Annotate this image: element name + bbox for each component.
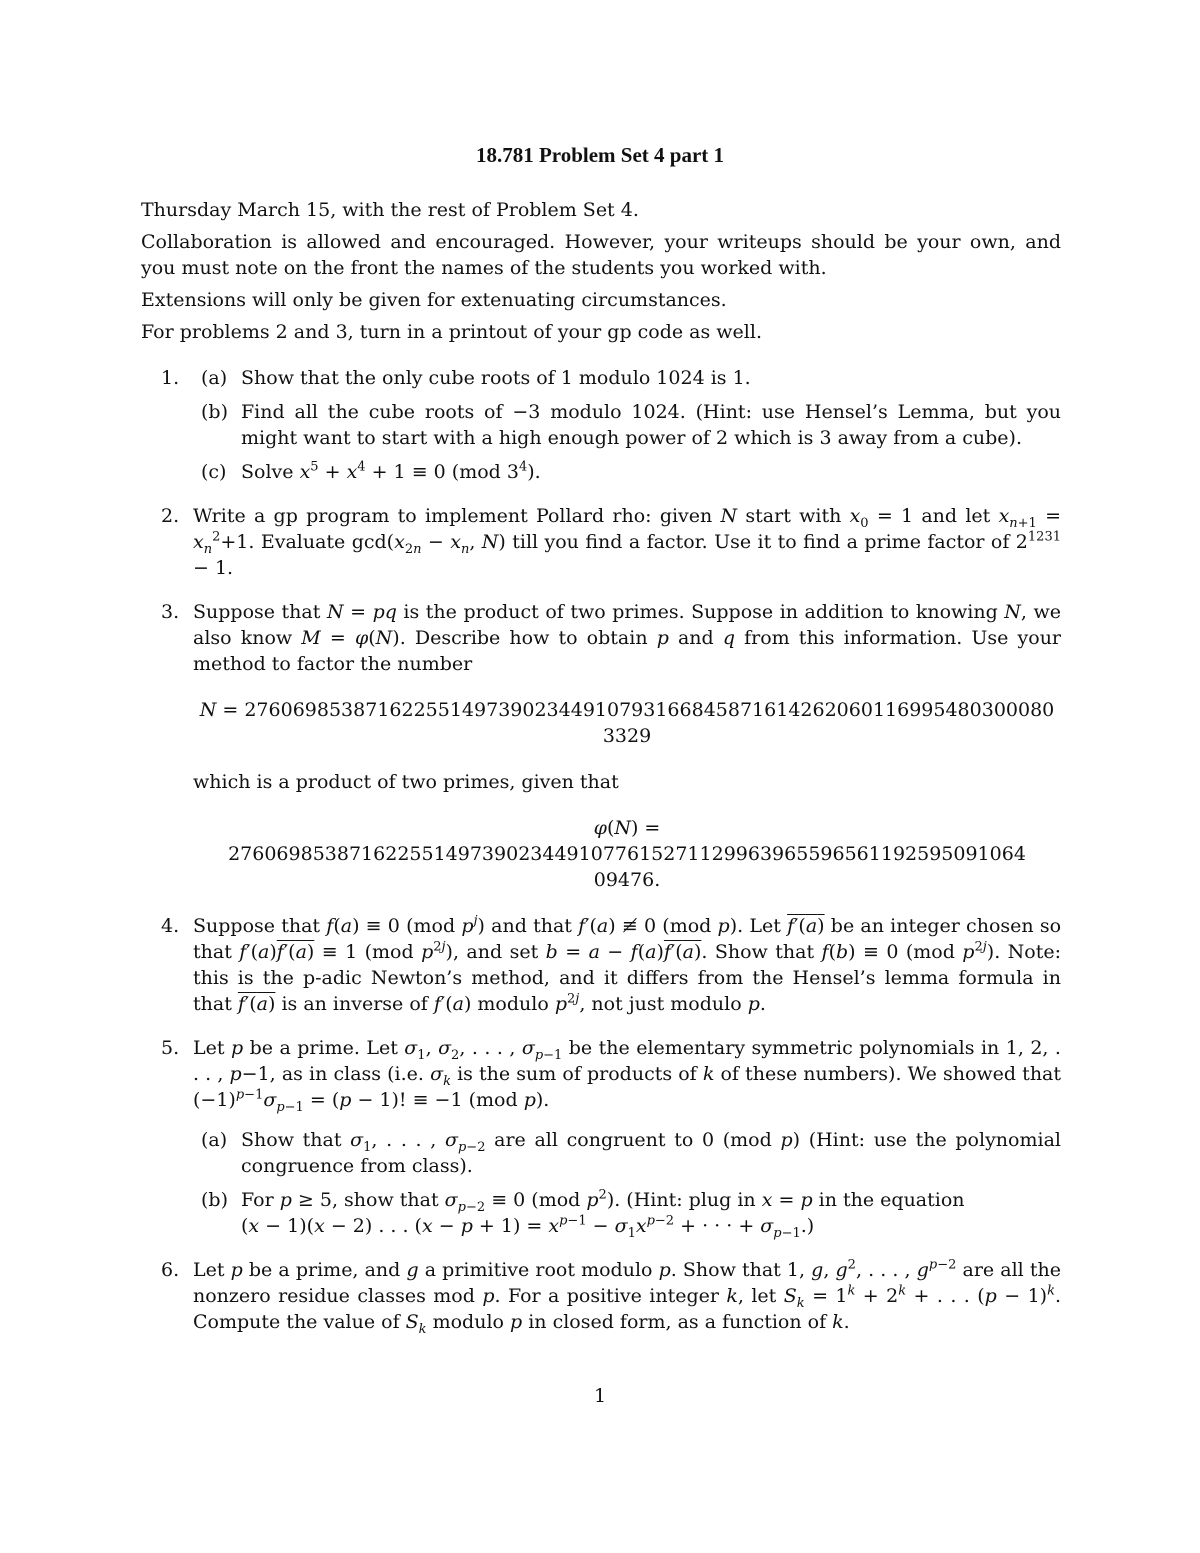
problem-number: 2. bbox=[161, 505, 180, 527]
N-value: 2760698538716225514973902344910793166845871614262060116995480300080 3329 bbox=[244, 699, 1055, 747]
problem-number: 5. bbox=[161, 1037, 180, 1059]
problem-number: 4. bbox=[161, 915, 180, 937]
equation-N: N = 2760698538716225514973902344910793166845871614262060116995480300080 3329 bbox=[199, 699, 1055, 747]
problem-text: Suppose that N = pq is the product of two primes. Suppose in addition to knowing N, we also know M = φ(N). Describe how to obtain p and q from this information. Use your method to factor the number bbox=[193, 601, 1062, 675]
problem-5b bbox=[193, 1187, 1061, 1239]
problem-number: 1. bbox=[161, 367, 180, 389]
part-label: (b) bbox=[201, 401, 228, 423]
intro-line-extensions: Extensions will only be given for extenuating circumstances. bbox=[141, 289, 727, 311]
intro-block bbox=[141, 197, 1061, 351]
page-title: 18.781 Problem Set 4 part 1 bbox=[475, 143, 725, 167]
intro-line-printout: For problems 2 and 3, turn in a printout of your gp code as well. bbox=[141, 321, 762, 343]
problem-number: 6. bbox=[161, 1259, 180, 1281]
phi-value: 276069853871622551497390234491077615271129963965596561192595091064 09476. bbox=[228, 843, 1026, 891]
problem-1a bbox=[193, 365, 1061, 391]
problem-number: 3. bbox=[161, 601, 180, 623]
problem-text: For p ≥ 5, show that $\sigma_{p-2} \equiv 0$ (mod $p^2$). (Hint: plug in x = p in the equation (x − 1)(x − 2) . . . $(x - p + 1) = x^{p-1} - \sigma_1x^{p-2}$ + · · · + $\sigma_{p-1}$.) bbox=[241, 1187, 965, 1241]
problem-3 bbox=[141, 599, 1061, 893]
problem-text: Write a gp program to implement Pollard rho: given N start with $x_0 = 1$ and let $x_{n+1} = x_n^2+1$. Evaluate $\gcd(x_{2n} - x_n$, N) till you find a factor. Use it to find a prime factor of $2^{1231} - 1$. bbox=[193, 505, 1062, 579]
intro-line-collaboration: Collaboration is allowed and encouraged. However, your writeups should be your own, and you must note on the front the names of the students you worked with. bbox=[141, 231, 1061, 279]
problem-2 bbox=[141, 503, 1061, 581]
problem-1b bbox=[193, 399, 1061, 451]
problem-4 bbox=[141, 913, 1061, 1017]
part-label: (b) bbox=[201, 1189, 228, 1211]
problem-text: which is a product of two primes, given that bbox=[193, 771, 619, 793]
equation-phi: φ(N) = 276069853871622551497390234491077615271129963965596561192595091064 09476. bbox=[228, 817, 1026, 891]
problem-list bbox=[141, 365, 1061, 1353]
intro-line-due: Thursday March 15, with the rest of Problem Set 4. bbox=[141, 199, 639, 221]
part-label: (c) bbox=[201, 461, 227, 483]
problem-text: Show that $\sigma_1$, . . . , $\sigma_{p-2}$ are all congruent to 0 (mod p) (Hint: use the polynomial congruence from class). bbox=[241, 1129, 1061, 1177]
part-label: (a) bbox=[201, 1129, 228, 1151]
page-number: 1 bbox=[593, 1385, 607, 1407]
problem-6 bbox=[141, 1257, 1061, 1335]
problem-1c bbox=[193, 459, 1061, 485]
problem-text: Show that the only cube roots of 1 modulo 1024 is 1. bbox=[241, 367, 751, 389]
problem-text: Find all the cube roots of −3 modulo 1024. (Hint: use Hensel’s Lemma, but you might want to start with a high enough power of 2 which is 3 away from a cube). bbox=[241, 401, 1061, 449]
problem-text: Let p be a prime. Let $\sigma_1$, $\sigma_2$, . . . , $\sigma_{p-1}$ be the elementary symmetric polynomials in 1, 2, . . . , p−1, as in class (i.e. $\sigma_k$ is the sum of products of k of these numbers). We showed that $(-1)^{p-1}\sigma_{p-1} = (p - 1)$! ≡ −1 (mod p). bbox=[193, 1037, 1062, 1115]
problem-1 bbox=[141, 365, 1061, 485]
problem-5a bbox=[193, 1127, 1061, 1179]
problem-text: Let p be a prime, and g a primitive root modulo p. Show that 1, g, $g^2$, . . . , $g^{p-2}$ are all the nonzero residue classes mod p. For a positive integer k, let $S_k = 1^k + 2^k$ + . . . $(p - 1)^k$. Compute the value of $S_k$ modulo p in closed form, as a function of k. bbox=[193, 1257, 1062, 1337]
part-label: (a) bbox=[201, 367, 228, 389]
problem-text: Solve $x^5 + x^4 + 1 \equiv 0$ (mod $3^4$). bbox=[241, 459, 541, 483]
problem-5 bbox=[141, 1035, 1061, 1239]
problem-text: Suppose that f(a) ≡ 0 (mod $p^j$) and that f′(a) ≢ 0 (mod p). Let f′(a) be an integer chosen so that f′(a)f′(a) ≡ 1 (mod $p^{2j}$), and set b = a − f(a)f′(a). Show that f(b) ≡ 0 (mod $p^{2j}$). Note: this is the p-adic Newton’s method, and it differs from the Hensel’s lemma formula in that f′(a) is an inverse of f′(a) modulo $p^{2j}$, not just modulo p. bbox=[193, 913, 1062, 1015]
